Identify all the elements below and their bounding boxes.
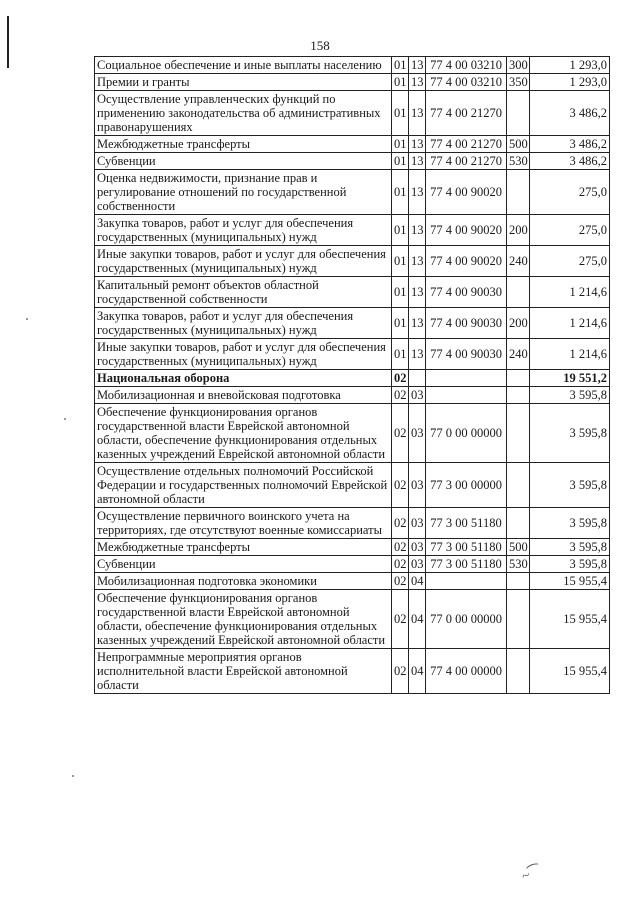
table-row: [95, 556, 610, 573]
table-row: [95, 339, 610, 370]
table-row: [95, 170, 610, 215]
item-name-cell: Оценка недвижимости, признание прав и регулирование отношений по государственной собственности: [95, 170, 392, 215]
target-article-cell: 77 4 00 90020: [426, 170, 507, 215]
item-name-cell: Капитальный ремонт объектов областной государственной собственности: [95, 277, 392, 308]
target-article-cell: 77 4 00 21270: [426, 153, 507, 170]
expense-type-cell: 350: [507, 74, 530, 91]
section-code-cell: 01: [392, 57, 409, 74]
subsection-code-cell: 13: [409, 215, 426, 246]
target-article-cell: 77 3 00 00000: [426, 463, 507, 508]
subsection-code-cell: 04: [409, 590, 426, 649]
subsection-code-cell: 03: [409, 463, 426, 508]
amount-cell: 275,0: [530, 246, 610, 277]
subsection-code-cell: 13: [409, 57, 426, 74]
expense-type-cell: [507, 370, 530, 387]
target-article-cell: 77 4 00 03210: [426, 74, 507, 91]
amount-cell: 3 486,2: [530, 136, 610, 153]
item-name-cell: Осуществление управленческих функций по применению законодательства об административных правонарушениях: [95, 91, 392, 136]
table-row: [95, 370, 610, 387]
section-code-cell: 01: [392, 170, 409, 215]
subsection-code-cell: 13: [409, 246, 426, 277]
section-code-cell: 01: [392, 215, 409, 246]
section-code-cell: 01: [392, 246, 409, 277]
expense-type-cell: [507, 573, 530, 590]
amount-cell: 15 955,4: [530, 649, 610, 694]
expense-type-cell: [507, 590, 530, 649]
subsection-code-cell: 13: [409, 170, 426, 215]
amount-cell: 3 595,8: [530, 404, 610, 463]
expense-type-cell: [507, 170, 530, 215]
table-row: [95, 91, 610, 136]
item-name-cell: Непрограммные мероприятия органов исполнительной власти Еврейской автономной области: [95, 649, 392, 694]
subsection-code-cell: 03: [409, 387, 426, 404]
subsection-code-cell: 13: [409, 339, 426, 370]
amount-cell: 3 595,8: [530, 539, 610, 556]
target-article-cell: 77 4 00 90020: [426, 215, 507, 246]
expense-type-cell: 300: [507, 57, 530, 74]
expense-type-cell: 240: [507, 246, 530, 277]
item-name-cell: Иные закупки товаров, работ и услуг для обеспечения государственных (муниципальных) нужд: [95, 339, 392, 370]
expense-type-cell: [507, 463, 530, 508]
item-name-cell: Осуществление отдельных полномочий Российской Федерации и государственных полномочий Еврейской автономной области: [95, 463, 392, 508]
table-row: [95, 404, 610, 463]
target-article-cell: 77 3 00 51180: [426, 556, 507, 573]
expense-type-cell: 530: [507, 556, 530, 573]
table-row: [95, 573, 610, 590]
amount-cell: 15 955,4: [530, 573, 610, 590]
section-code-cell: 02: [392, 463, 409, 508]
table-row: [95, 153, 610, 170]
item-name-cell: Межбюджетные трансферты: [95, 539, 392, 556]
item-name-cell: Мобилизационная и вневойсковая подготовка: [95, 387, 392, 404]
target-article-cell: 77 4 00 90030: [426, 277, 507, 308]
subsection-code-cell: 04: [409, 573, 426, 590]
item-name-cell: Национальная оборона: [95, 370, 392, 387]
amount-cell: 1 293,0: [530, 57, 610, 74]
amount-cell: 1 214,6: [530, 277, 610, 308]
subsection-code-cell: 13: [409, 153, 426, 170]
page-number: 158: [310, 38, 330, 53]
target-article-cell: 77 0 00 00000: [426, 590, 507, 649]
section-code-cell: 02: [392, 370, 409, 387]
target-article-cell: [426, 370, 507, 387]
table-row: [95, 590, 610, 649]
table-row: [95, 463, 610, 508]
section-code-cell: 01: [392, 339, 409, 370]
section-code-cell: 01: [392, 153, 409, 170]
section-code-cell: 02: [392, 508, 409, 539]
section-code-cell: 01: [392, 136, 409, 153]
expense-type-cell: [507, 387, 530, 404]
amount-cell: 3 486,2: [530, 91, 610, 136]
item-name-cell: Иные закупки товаров, работ и услуг для обеспечения государственных (муниципальных) нужд: [95, 246, 392, 277]
target-article-cell: [426, 573, 507, 590]
table-row: [95, 57, 610, 74]
amount-cell: 3 595,8: [530, 387, 610, 404]
item-name-cell: Социальное обеспечение и иные выплаты населению: [95, 57, 392, 74]
target-article-cell: 77 4 00 03210: [426, 57, 507, 74]
target-article-cell: 77 4 00 90030: [426, 339, 507, 370]
expense-type-cell: [507, 508, 530, 539]
budget-table: [94, 56, 610, 694]
subsection-code-cell: 13: [409, 308, 426, 339]
subsection-code-cell: 03: [409, 556, 426, 573]
subsection-code-cell: 03: [409, 404, 426, 463]
amount-cell: 1 214,6: [530, 339, 610, 370]
item-name-cell: Закупка товаров, работ и услуг для обеспечения государственных (муниципальных) нужд: [95, 215, 392, 246]
item-name-cell: Осуществление первичного воинского учета на территориях, где отсутствуют военные комиссариаты: [95, 508, 392, 539]
item-name-cell: Премии и гранты: [95, 74, 392, 91]
amount-cell: 1 293,0: [530, 74, 610, 91]
section-code-cell: 02: [392, 539, 409, 556]
amount-cell: 3 595,8: [530, 508, 610, 539]
table-row: [95, 74, 610, 91]
target-article-cell: 77 0 00 00000: [426, 404, 507, 463]
target-article-cell: 77 3 00 51180: [426, 508, 507, 539]
subsection-code-cell: 13: [409, 91, 426, 136]
subsection-code-cell: 13: [409, 74, 426, 91]
section-code-cell: 02: [392, 404, 409, 463]
expense-type-cell: 500: [507, 136, 530, 153]
section-code-cell: 02: [392, 556, 409, 573]
subsection-code-cell: 13: [409, 136, 426, 153]
subsection-code-cell: 03: [409, 508, 426, 539]
section-code-cell: 01: [392, 308, 409, 339]
expense-type-cell: 240: [507, 339, 530, 370]
target-article-cell: 77 4 00 90030: [426, 308, 507, 339]
table-row: [95, 539, 610, 556]
section-code-cell: 02: [392, 387, 409, 404]
target-article-cell: 77 3 00 51180: [426, 539, 507, 556]
item-name-cell: Субвенции: [95, 556, 392, 573]
target-article-cell: 77 4 00 21270: [426, 91, 507, 136]
item-name-cell: Мобилизационная подготовка экономики: [95, 573, 392, 590]
section-code-cell: 02: [392, 649, 409, 694]
amount-cell: 3 486,2: [530, 153, 610, 170]
item-name-cell: Обеспечение функционирования органов государственной власти Еврейской автономной области, обеспечение функционирования отдельных казенных учреждений Еврейской автономной области: [95, 590, 392, 649]
item-name-cell: Обеспечение функционирования органов государственной власти Еврейской автономной области, обеспечение функционирования отдельных казенных учреждений Еврейской автономной области: [95, 404, 392, 463]
item-name-cell: Субвенции: [95, 153, 392, 170]
amount-cell: 3 595,8: [530, 463, 610, 508]
amount-cell: 3 595,8: [530, 556, 610, 573]
amount-cell: 19 551,2: [530, 370, 610, 387]
amount-cell: 15 955,4: [530, 590, 610, 649]
subsection-code-cell: 04: [409, 649, 426, 694]
target-article-cell: 77 4 00 00000: [426, 649, 507, 694]
expense-type-cell: 200: [507, 215, 530, 246]
section-code-cell: 01: [392, 74, 409, 91]
item-name-cell: Закупка товаров, работ и услуг для обеспечения государственных (муниципальных) нужд: [95, 308, 392, 339]
item-name-cell: Межбюджетные трансферты: [95, 136, 392, 153]
expense-type-cell: [507, 277, 530, 308]
scan-speck: [64, 418, 66, 420]
section-code-cell: 02: [392, 573, 409, 590]
table-row: [95, 508, 610, 539]
section-code-cell: 01: [392, 277, 409, 308]
section-code-cell: 01: [392, 91, 409, 136]
table-row: [95, 277, 610, 308]
subsection-code-cell: 03: [409, 539, 426, 556]
target-article-cell: 77 4 00 21270: [426, 136, 507, 153]
table-row: [95, 136, 610, 153]
expense-type-cell: 530: [507, 153, 530, 170]
handwritten-mark: ~⁀: [520, 864, 543, 885]
subsection-code-cell: 13: [409, 277, 426, 308]
amount-cell: 275,0: [530, 170, 610, 215]
target-article-cell: 77 4 00 90020: [426, 246, 507, 277]
amount-cell: 1 214,6: [530, 308, 610, 339]
expense-type-cell: [507, 91, 530, 136]
table-row: [95, 215, 610, 246]
amount-cell: 275,0: [530, 215, 610, 246]
expense-type-cell: [507, 649, 530, 694]
target-article-cell: [426, 387, 507, 404]
section-code-cell: 02: [392, 590, 409, 649]
table-row: [95, 649, 610, 694]
expense-type-cell: [507, 404, 530, 463]
table-row: [95, 246, 610, 277]
expense-type-cell: 200: [507, 308, 530, 339]
scan-speck: [72, 775, 74, 777]
expense-type-cell: 500: [507, 539, 530, 556]
table-row: [95, 387, 610, 404]
scan-speck: [26, 318, 28, 320]
table-row: [95, 308, 610, 339]
subsection-code-cell: [409, 370, 426, 387]
